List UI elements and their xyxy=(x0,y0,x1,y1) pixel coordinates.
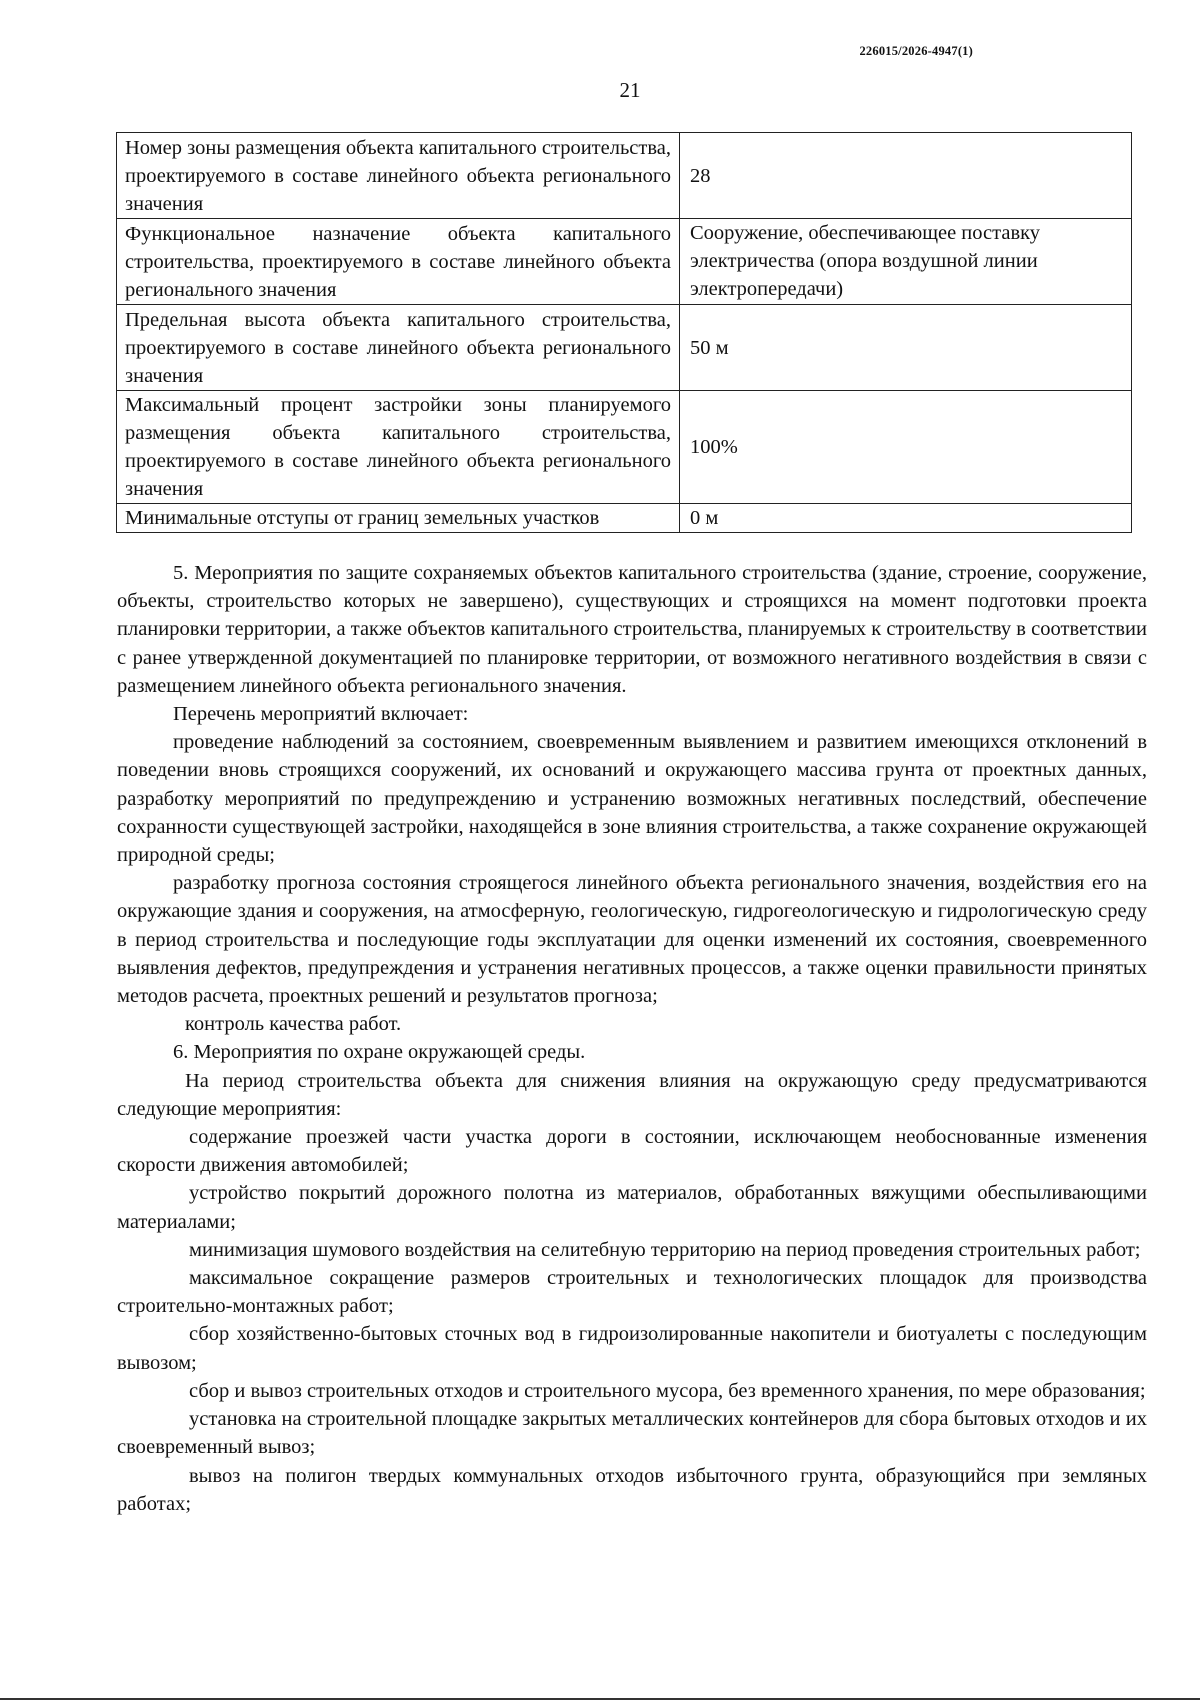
list-item: минимизация шумового воздействия на селитебную территорию на период проведения строительных работ; xyxy=(189,1238,1141,1261)
list-item: содержание проезжей части участка дороги в состоянии, исключающем необоснованные изменения скорости движения автомобилей; xyxy=(117,1126,1147,1177)
document-number: 226015/2026-4947(1) xyxy=(859,44,973,58)
table-cell-parameter: Функциональное назначение объекта капитального строительства, проектируемого в составе линейного объекта регионального значения xyxy=(117,219,680,305)
table-cell-value: 50 м xyxy=(680,305,1132,391)
list-item: установка на строительной площадке закрытых металлических контейнеров для сбора бытовых отходов и их своевременный вывоз; xyxy=(117,1408,1147,1459)
table-row xyxy=(117,133,1132,219)
section-6-heading: 6. Мероприятия по охране окружающей среды. xyxy=(173,1041,586,1064)
list-item: разработку прогноза состояния строящегося линейного объекта регионального значения, воздействия его на окружающие здания и сооружения, на атмосферную, геологическую, гидрогеологическую и гидрологическую среду в период строительства и последующие годы эксплуатации для оценки изменений их состояния, своевременного выявления дефектов, предупреждения и устранения негативных процессов, а также оценки правильности принятых методов расчета, проектных решений и результатов прогноза; xyxy=(117,872,1147,1008)
list-item: вывоз на полигон твердых коммунальных отходов избыточного грунта, образующийся при земляных работах; xyxy=(117,1464,1147,1515)
parameters-table xyxy=(116,132,1132,533)
table-row xyxy=(117,391,1132,504)
table-cell-value: 0 м xyxy=(680,504,1132,533)
page-number: 21 xyxy=(619,78,641,102)
table-row xyxy=(117,305,1132,391)
list-item: устройство покрытий дорожного полотна из материалов, обработанных вяжущими обеспыливающими материалами; xyxy=(117,1182,1147,1233)
table-cell-parameter: Номер зоны размещения объекта капитального строительства, проектируемого в составе линейного объекта регионального значения xyxy=(117,133,680,219)
document-body xyxy=(117,559,1147,1518)
page-edge-divider xyxy=(0,1698,1200,1700)
table-cell-parameter: Предельная высота объекта капитального строительства, проектируемого в составе линейного объекта регионального значения xyxy=(117,305,680,391)
list-item: проведение наблюдений за состоянием, своевременным выявлением и развитием имеющихся отклонений в поведении вновь строящихся сооружений, их оснований и окружающего массива грунта от проектных данных, разработку мероприятий по предупреждению и устранению возможных негативных последствий, обеспечение сохранности существующей застройки, находящейся в зоне влияния строительства, а также сохранение окружающей природной среды; xyxy=(117,731,1147,867)
table-row xyxy=(117,504,1132,533)
table-row xyxy=(117,219,1132,305)
section-5-heading-paragraph: 5. Мероприятия по защите сохраняемых объектов капитального строительства (здание, строение, сооружение, объекты, строительство которых не завершено), существующих и строящихся на момент подготовки проекта планировки территории, а также объектов капитального строительства, планируемых к строительству в соответствии с ранее утвержденной документацией по планировке территории, от возможного негативного воздействия в связи с размещением линейного объекта регионального значения. xyxy=(117,562,1147,697)
section-6-intro: На период строительства объекта для снижения влияния на окружающую среду предусматриваются следующие мероприятия: xyxy=(117,1069,1147,1120)
list-item: контроль качества работ. xyxy=(185,1013,402,1036)
table-cell-parameter: Минимальные отступы от границ земельных участков xyxy=(117,504,680,533)
table-cell-value: 100% xyxy=(680,391,1132,504)
table-cell-value: 28 xyxy=(680,133,1132,219)
table-cell-value: Сооружение, обеспечивающее поставку электричества (опора воздушной линии электропередачи) xyxy=(680,219,1132,305)
measures-intro: Перечень мероприятий включает: xyxy=(173,703,469,726)
list-item: сбор хозяйственно-бытовых сточных вод в гидроизолированные накопители и биотуалеты с последующим вывозом; xyxy=(117,1323,1147,1374)
table-cell-parameter: Максимальный процент застройки зоны планируемого размещения объекта капитального строительства, проектируемого в составе линейного объекта регионального значения xyxy=(117,391,680,504)
list-item: сбор и вывоз строительных отходов и строительного мусора, без временного хранения, по мере образования; xyxy=(189,1379,1146,1402)
list-item: максимальное сокращение размеров строительных и технологических площадок для производства строительно-монтажных работ; xyxy=(117,1267,1147,1318)
